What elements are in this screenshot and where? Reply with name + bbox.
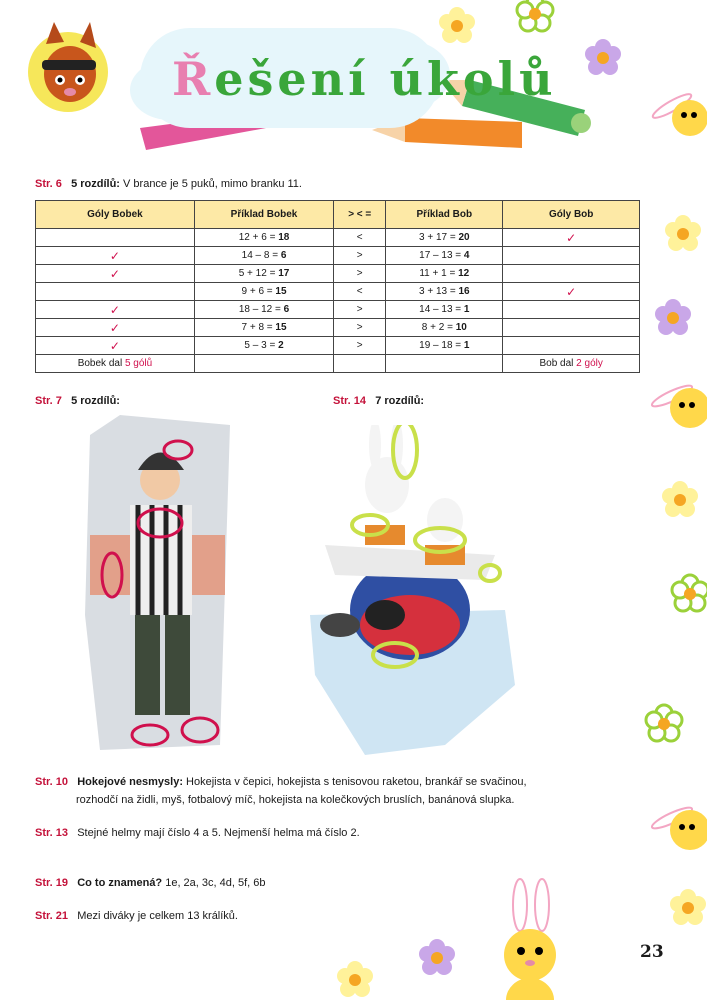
priklad-bobek-cell [194,229,333,247]
str21-line [35,910,238,922]
table-row [36,319,640,337]
str6-line [35,178,302,190]
flower-icon [672,575,707,611]
result: 16 [458,286,470,297]
flower-icon [419,939,455,975]
empty-cell [386,355,503,373]
empty-cell [194,355,333,373]
result: 20 [458,232,470,243]
goly-bob-cell [503,265,640,283]
goly-bob-cell: ✓ [503,229,640,247]
bobek-total-text: Bobek dal [77,358,125,369]
bunny-icon [650,91,707,136]
table-header-row [36,201,640,229]
bunny-icon [650,804,707,850]
str7-bold: 5 rozdílů: [71,395,120,407]
bunny-icon [504,879,556,1000]
flower-icon [439,7,475,43]
goly-bob-cell [503,319,640,337]
priklad-bob-cell [386,265,503,283]
expr: 8 + 2 = [421,322,456,333]
expr: 12 + 6 = [238,232,279,243]
str13-text: Stejné helmy mají číslo 4 a 5. Nejmenší helma má číslo 2. [77,827,360,839]
result: 15 [275,286,287,297]
priklad-bob-cell [386,337,503,355]
bob-total-num: 2 góly [576,358,603,369]
bunnies-hat-illustration [305,425,525,760]
priklad-bobek-cell [194,319,333,337]
result: 1 [463,304,470,315]
page-number: 23 [640,942,664,962]
priklad-bob-cell [386,283,503,301]
priklad-bobek-cell [194,301,333,319]
expr: 14 – 8 = [241,250,281,261]
str10-text1: Hokejista v čepici, hokejista s tenisovou raketou, brankář se svačinou, [182,776,527,788]
title-first-letter: Ř [172,52,215,106]
table-row [36,247,640,265]
expr: 18 – 12 = [238,304,284,315]
expr: 3 + 17 = [419,232,459,243]
bobek-total-num: 5 gólů [124,358,153,369]
result: 6 [280,250,287,261]
title-rest: ešení úkolů [214,52,557,106]
result: 2 [278,340,284,351]
result: 6 [283,304,290,315]
priklad-bobek-cell [194,283,333,301]
table-row [36,229,640,247]
bob-total-cell [503,355,640,373]
str6-text: V brance je 5 puků, mimo branku 11. [119,178,302,190]
str14-label: Str. 14 [333,395,367,407]
str7-line [35,395,120,407]
result: 10 [455,322,467,333]
result: 4 [463,250,470,261]
priklad-bob-cell [386,319,503,337]
priklad-bob-cell [386,229,503,247]
page-title [172,52,557,106]
flower-icon [517,0,553,31]
str6-label: Str. 6 [35,178,62,190]
table-row [36,265,640,283]
expr: 7 + 8 = [241,322,276,333]
result: 18 [278,232,290,243]
flower-icon [655,299,691,335]
expr: 19 – 18 = [419,340,464,351]
str19-text: 1e, 2a, 3c, 4d, 5f, 6b [162,877,266,889]
flower-icon [662,481,698,517]
table-header-cell: Příklad Bob [386,201,503,229]
expr: 17 – 13 = [419,250,464,261]
str19-line [35,877,266,889]
str19-label: Str. 19 [35,877,69,889]
goly-bob-cell: ✓ [503,283,640,301]
flower-icon [665,215,701,251]
compare-cell: > [334,337,386,355]
referee-illustration [80,415,240,755]
squirrel-mascot-icon [28,22,108,112]
expr: 11 + 1 = [419,268,459,279]
priklad-bobek-cell [194,337,333,355]
flower-icon [646,705,682,741]
goly-bobek-cell [36,229,195,247]
str21-text: Mezi diváky je celkem 13 králíků. [77,910,238,922]
compare-cell: < [334,229,386,247]
goly-bobek-cell [36,283,195,301]
flower-icon [585,39,621,75]
flower-icon [337,961,373,997]
goly-bobek-cell: ✓ [36,319,195,337]
compare-cell: > [334,247,386,265]
table-header-cell: Góly Bobek [36,201,195,229]
str14-bold: 7 rozdílů: [375,395,425,407]
expr: 3 + 13 = [419,286,459,297]
goly-bob-cell [503,247,640,265]
score-table [35,200,640,373]
str10-line1 [35,776,527,788]
table-row [36,301,640,319]
goly-bob-cell [503,337,640,355]
compare-cell: > [334,301,386,319]
priklad-bob-cell [386,247,503,265]
bob-total-text: Bob dal [539,358,577,369]
priklad-bob-cell [386,301,503,319]
table-row [36,283,640,301]
expr: 5 – 3 = [244,340,279,351]
compare-cell: > [334,319,386,337]
table-footer-row [36,355,640,373]
str10-bold: Hokejové nesmysly: [77,776,183,788]
expr: 5 + 12 = [238,268,279,279]
table-row [36,337,640,355]
result: 1 [463,340,470,351]
expr: 9 + 6 = [241,286,276,297]
str13-line [35,827,360,839]
expr: 14 – 13 = [419,304,464,315]
goly-bobek-cell: ✓ [36,247,195,265]
goly-bobek-cell: ✓ [36,337,195,355]
bunny-icon [650,382,707,428]
goly-bob-cell [503,301,640,319]
empty-cell [334,355,386,373]
result: 15 [275,322,287,333]
flower-icon [670,889,706,925]
compare-cell: < [334,283,386,301]
result: 12 [458,268,470,279]
str6-bold: 5 rozdílů: [71,178,120,190]
goly-bobek-cell: ✓ [36,301,195,319]
priklad-bobek-cell [194,265,333,283]
goly-bobek-cell: ✓ [36,265,195,283]
priklad-bobek-cell [194,247,333,265]
table-header-cell: Příklad Bobek [194,201,333,229]
bobek-total-cell [36,355,195,373]
str21-label: Str. 21 [35,910,69,922]
str13-label: Str. 13 [35,827,69,839]
str10-label: Str. 10 [35,776,69,788]
table-header-cell: Góly Bob [503,201,640,229]
table-header-cell: > < = [334,201,386,229]
str14-line [333,395,424,407]
str19-bold: Co to znamená? [77,877,163,889]
str7-label: Str. 7 [35,395,62,407]
result: 17 [278,268,290,279]
str10-line2: rozhodčí na židli, myš, fotbalový míč, hokejista na kolečkových bruslích, banánová slupka. [76,794,515,806]
compare-cell: > [334,265,386,283]
